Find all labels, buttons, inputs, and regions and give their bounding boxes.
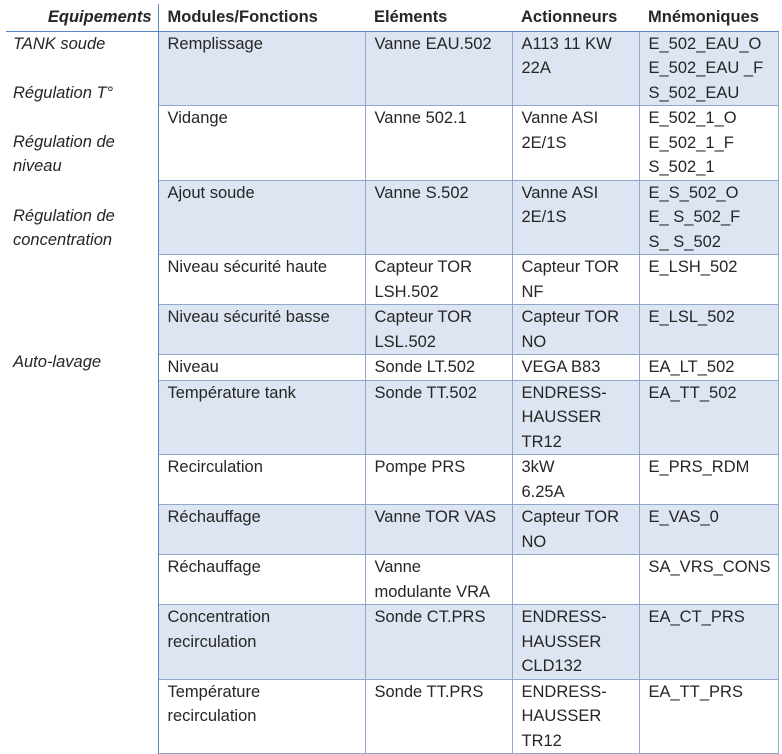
cell-text-line: E_ S_502_F [648,208,741,226]
cell-text-line: Vanne S.502 [374,183,469,202]
cell-text-line: Vanne ASI [521,183,599,202]
cell-text-line: Recirculation [167,458,263,476]
cell-text-line: Capteur TOR [374,258,473,276]
actionneur-cell [512,255,639,305]
cell-text-line: TR12 [521,731,562,750]
equip-regulation-niveau: Régulation de [13,132,115,151]
equipment-table [6,4,779,754]
module-cell [158,255,365,305]
cell-text-line: 2E/1S [521,133,567,152]
cell-text-line: Vanne [374,558,421,576]
cell-text-line: Sonde TT.PRS [374,682,484,701]
module-cell [158,31,365,106]
mnemonique-cell [639,255,778,305]
header-actionneurs: Actionneurs [512,4,639,31]
cell-text-line: modulante VRA [374,582,491,601]
header-modules: Modules/Fonctions [158,4,365,31]
mnemonique-cell [639,605,778,680]
mnemonique-cell [639,106,778,181]
cell-text-line: S_ S_502 [648,232,721,251]
module-cell [158,355,365,381]
cell-text-line: Capteur TOR [521,258,620,276]
cell-text-line: LSL.502 [374,332,436,351]
element-cell [365,505,512,555]
module-cell [158,555,365,605]
cell-text-line: Remplissage [167,34,263,53]
cell-text-line: 3kW [521,458,555,476]
mnemonique-cell [639,355,778,381]
cell-text-line: S_502_1 [648,158,715,176]
mnemonique-cell [639,679,778,754]
mnemonique-cell [639,180,778,255]
module-cell [158,505,365,555]
cell-text-line: Température [167,682,261,701]
actionneur-cell [512,555,639,605]
equip-auto-lavage: Auto-lavage [13,352,102,371]
element-cell [365,31,512,106]
mnemonique-cell [639,380,778,455]
cell-text-line: Capteur TOR [521,308,620,326]
cell-text-line: E_502_1_F [648,133,734,152]
mnemonique-cell [639,31,778,106]
table-header-row [6,4,778,31]
cell-text-line: E_502_1_O [648,109,737,127]
cell-text-line: Vanne ASI [521,109,599,127]
mnemonique-cell [639,555,778,605]
equip-regulation-temperature: Régulation T° [13,83,114,102]
cell-text-line: Réchauffage [167,558,261,576]
actionneur-cell [512,605,639,680]
element-cell [365,355,512,381]
cell-text-line: Température tank [167,383,296,402]
actionneur-cell [512,380,639,455]
cell-text-line: NF [521,282,544,301]
mnemonique-cell [639,455,778,505]
cell-text-line: VEGA B83 [521,358,601,376]
cell-text-line: S_502_EAU [648,83,740,102]
module-cell [158,455,365,505]
table-body [6,31,778,754]
header-elements: Eléments [365,4,512,31]
actionneur-cell [512,455,639,505]
cell-text-line: E_502_EAU_O [648,34,762,53]
cell-text-line: E_502_EAU _F [648,59,764,77]
equip-regulation-concentration: Régulation de [13,206,115,225]
module-cell [158,380,365,455]
mnemonique-cell [639,505,778,555]
cell-text-line: E_PRS_RDM [648,458,750,476]
cell-text-line: Niveau sécurité haute [167,258,328,276]
cell-text-line: EA_TT_PRS [648,682,743,701]
cell-text-line: A113 11 KW [521,34,612,53]
header-mnemoniques: Mnémoniques [639,4,778,31]
element-cell [365,180,512,255]
cell-text-line: E_S_502_O [648,183,739,202]
cell-text-line: SA_VRS_CONS [648,558,771,576]
cell-text-line: Capteur TOR [521,508,620,526]
actionneur-cell [512,31,639,106]
cell-text-line: ENDRESS- [521,682,607,701]
equip-regulation-concentration: concentration [13,230,113,249]
module-cell [158,106,365,181]
cell-text-line: recirculation [167,707,257,725]
cell-text-line: 2E/1S [521,208,567,226]
cell-text-line: Ajout soude [167,183,255,202]
equip-tank-soude: TANK soude [13,34,106,53]
element-cell [365,679,512,754]
table-row [6,31,778,106]
cell-text-line: Vidange [167,109,228,127]
actionneur-cell [512,106,639,181]
cell-text-line: NO [521,532,547,551]
cell-text-line: Vanne 502.1 [374,109,467,127]
element-cell [365,555,512,605]
element-cell [365,255,512,305]
cell-text-line: Sonde LT.502 [374,358,476,376]
cell-text-line: Sonde TT.502 [374,383,477,402]
cell-text-line: E_LSH_502 [648,258,738,276]
mnemonique-cell [639,305,778,355]
actionneur-cell [512,355,639,381]
cell-text-line: Capteur TOR [374,308,473,326]
element-cell [365,305,512,355]
module-cell [158,180,365,255]
cell-text-line: Concentration [167,608,271,626]
actionneur-cell [512,505,639,555]
cell-text-line: Vanne TOR VAS [374,508,497,526]
cell-text-line: EA_LT_502 [648,358,735,376]
actionneur-cell [512,679,639,754]
element-cell [365,605,512,680]
module-cell [158,605,365,680]
cell-text-line: Pompe PRS [374,458,466,476]
cell-text-line: 22A [521,59,551,77]
equipements-column [6,31,158,754]
module-cell [158,679,365,754]
equip-regulation-niveau: niveau [13,156,62,175]
cell-text-line: E_LSL_502 [648,308,735,326]
cell-text-line: Vanne EAU.502 [374,34,492,53]
cell-text-line: HAUSSER [521,707,602,725]
cell-text-line: NO [521,332,547,351]
element-cell [365,106,512,181]
cell-text-line: HAUSSER [521,408,602,426]
cell-text-line: EA_TT_502 [648,383,737,402]
cell-text-line: Niveau sécurité basse [167,308,330,326]
cell-text-line: ENDRESS- [521,608,607,626]
element-cell [365,455,512,505]
actionneur-cell [512,305,639,355]
header-equipements: Equipements [6,4,158,31]
cell-text-line: E_VAS_0 [648,508,719,526]
cell-text-line: Sonde CT.PRS [374,608,486,626]
element-cell [365,380,512,455]
cell-text-line: ENDRESS- [521,383,607,402]
cell-text-line: EA_CT_PRS [648,608,745,626]
cell-text-line: HAUSSER [521,632,602,651]
cell-text-line: 6.25A [521,482,565,501]
cell-text-line: Niveau [167,358,219,376]
module-cell [158,305,365,355]
cell-text-line: LSH.502 [374,282,439,301]
cell-text-line: recirculation [167,632,257,651]
actionneur-cell [512,180,639,255]
cell-text-line: Réchauffage [167,508,261,526]
cell-text-line: TR12 [521,432,562,451]
cell-text-line: CLD132 [521,657,583,675]
